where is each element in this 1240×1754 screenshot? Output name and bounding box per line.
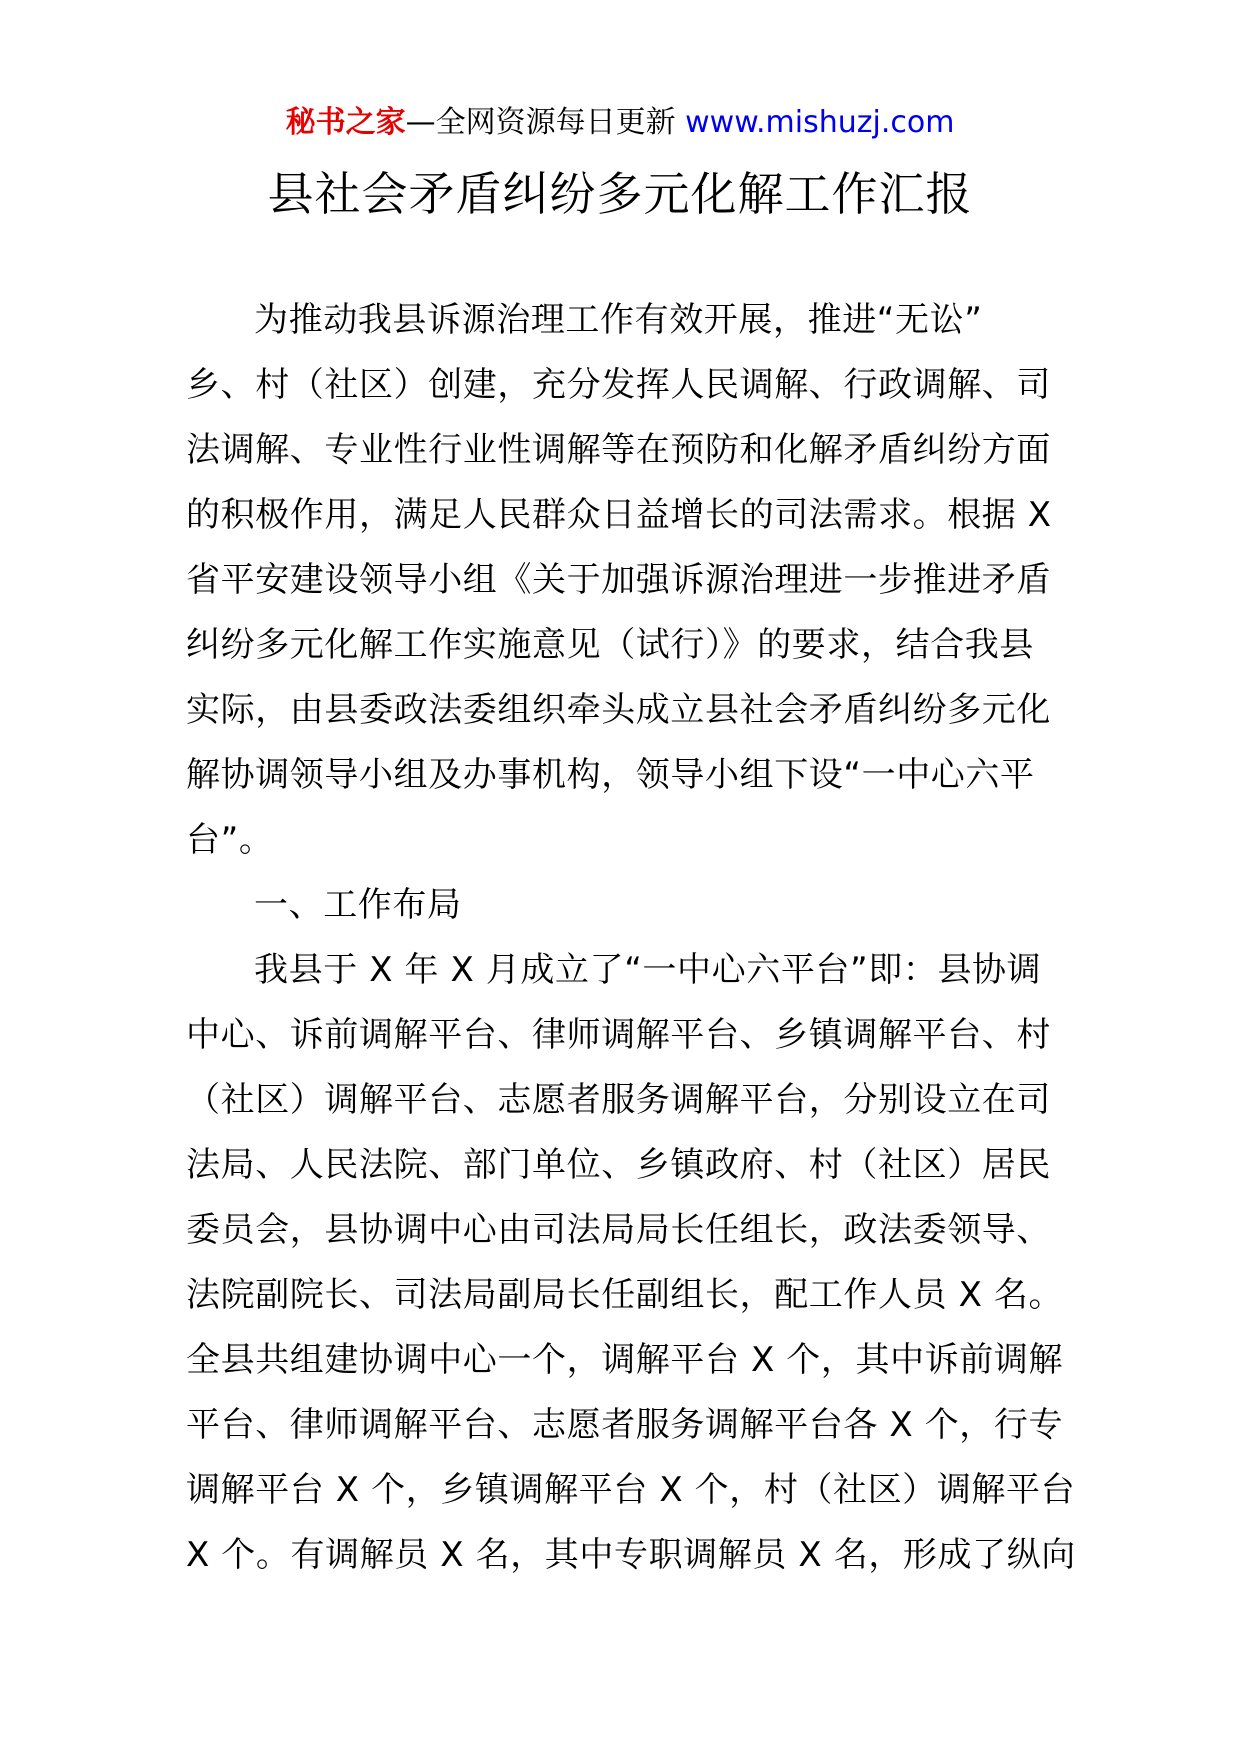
text-line: 委员会，县协调中心由司法局局长任组长，政法委领导、 [186, 1210, 1051, 1250]
header-tagline: —全网资源每日更新 [405, 105, 686, 140]
text-line: 台”。 [186, 820, 274, 860]
text-line: 法局、人民法院、部门单位、乡镇政府、村（社区）居民 [186, 1145, 1051, 1185]
text-line: 省平安建设领导小组《关于加强诉源治理进一步推进矛盾 [186, 560, 1051, 600]
document-body [186, 288, 1076, 1588]
brand-name: 秘书之家 [285, 105, 406, 140]
text-line: 中心、诉前调解平台、律师调解平台、乡镇调解平台、村 [186, 1015, 1051, 1055]
text-line: 纠纷多元化解工作实施意见（试行）》的要求，结合我县 [186, 625, 1034, 665]
section-heading [186, 873, 1054, 938]
document-title: 县社会矛盾纠纷多元化解工作汇报 [267, 167, 973, 221]
paragraph-intro [186, 288, 1054, 873]
text-line: 的积极作用，满足人民群众日益增长的司法需求。根据 X [186, 495, 1052, 535]
website-link[interactable]: www.mishuzj.com [685, 105, 955, 140]
text-line: X 个。有调解员 X 名，其中专职调解员 X 名，形成了纵向 [186, 1535, 1076, 1575]
heading-line: 一、工作布局 [254, 885, 462, 925]
text-line: 调解平台 X 个，乡镇调解平台 X 个，村（社区）调解平台 [186, 1470, 1076, 1510]
website-header [0, 103, 1240, 143]
paragraph-layout [186, 938, 1076, 1588]
text-line: 法调解、专业性行业性调解等在预防和化解矛盾纠纷方面 [186, 430, 1051, 470]
text-line: 平台、律师调解平台、志愿者服务调解平台各 X 个，行专 [186, 1405, 1064, 1445]
text-line: 全县共组建协调中心一个，调解平台 X 个，其中诉前调解 [186, 1340, 1064, 1380]
text-line: 法院副院长、司法局副局长任副组长，配工作人员 X 名。 [186, 1275, 1064, 1315]
text-line: 解协调领导小组及办事机构，领导小组下设“一中心六平 [186, 755, 1035, 795]
text-line: 实际，由县委政法委组织牵头成立县社会矛盾纠纷多元化 [186, 690, 1051, 730]
text-line: 乡、村（社区）创建，充分发挥人民调解、行政调解、司 [186, 365, 1051, 405]
text-line: （社区）调解平台、志愿者服务调解平台，分别设立在司 [186, 1080, 1051, 1120]
text-line: 我县于 X 年 X 月成立了“一中心六平台”即：县协调 [254, 950, 1042, 990]
text-line: 为推动我县诉源治理工作有效开展，推进“无讼” [254, 300, 983, 340]
